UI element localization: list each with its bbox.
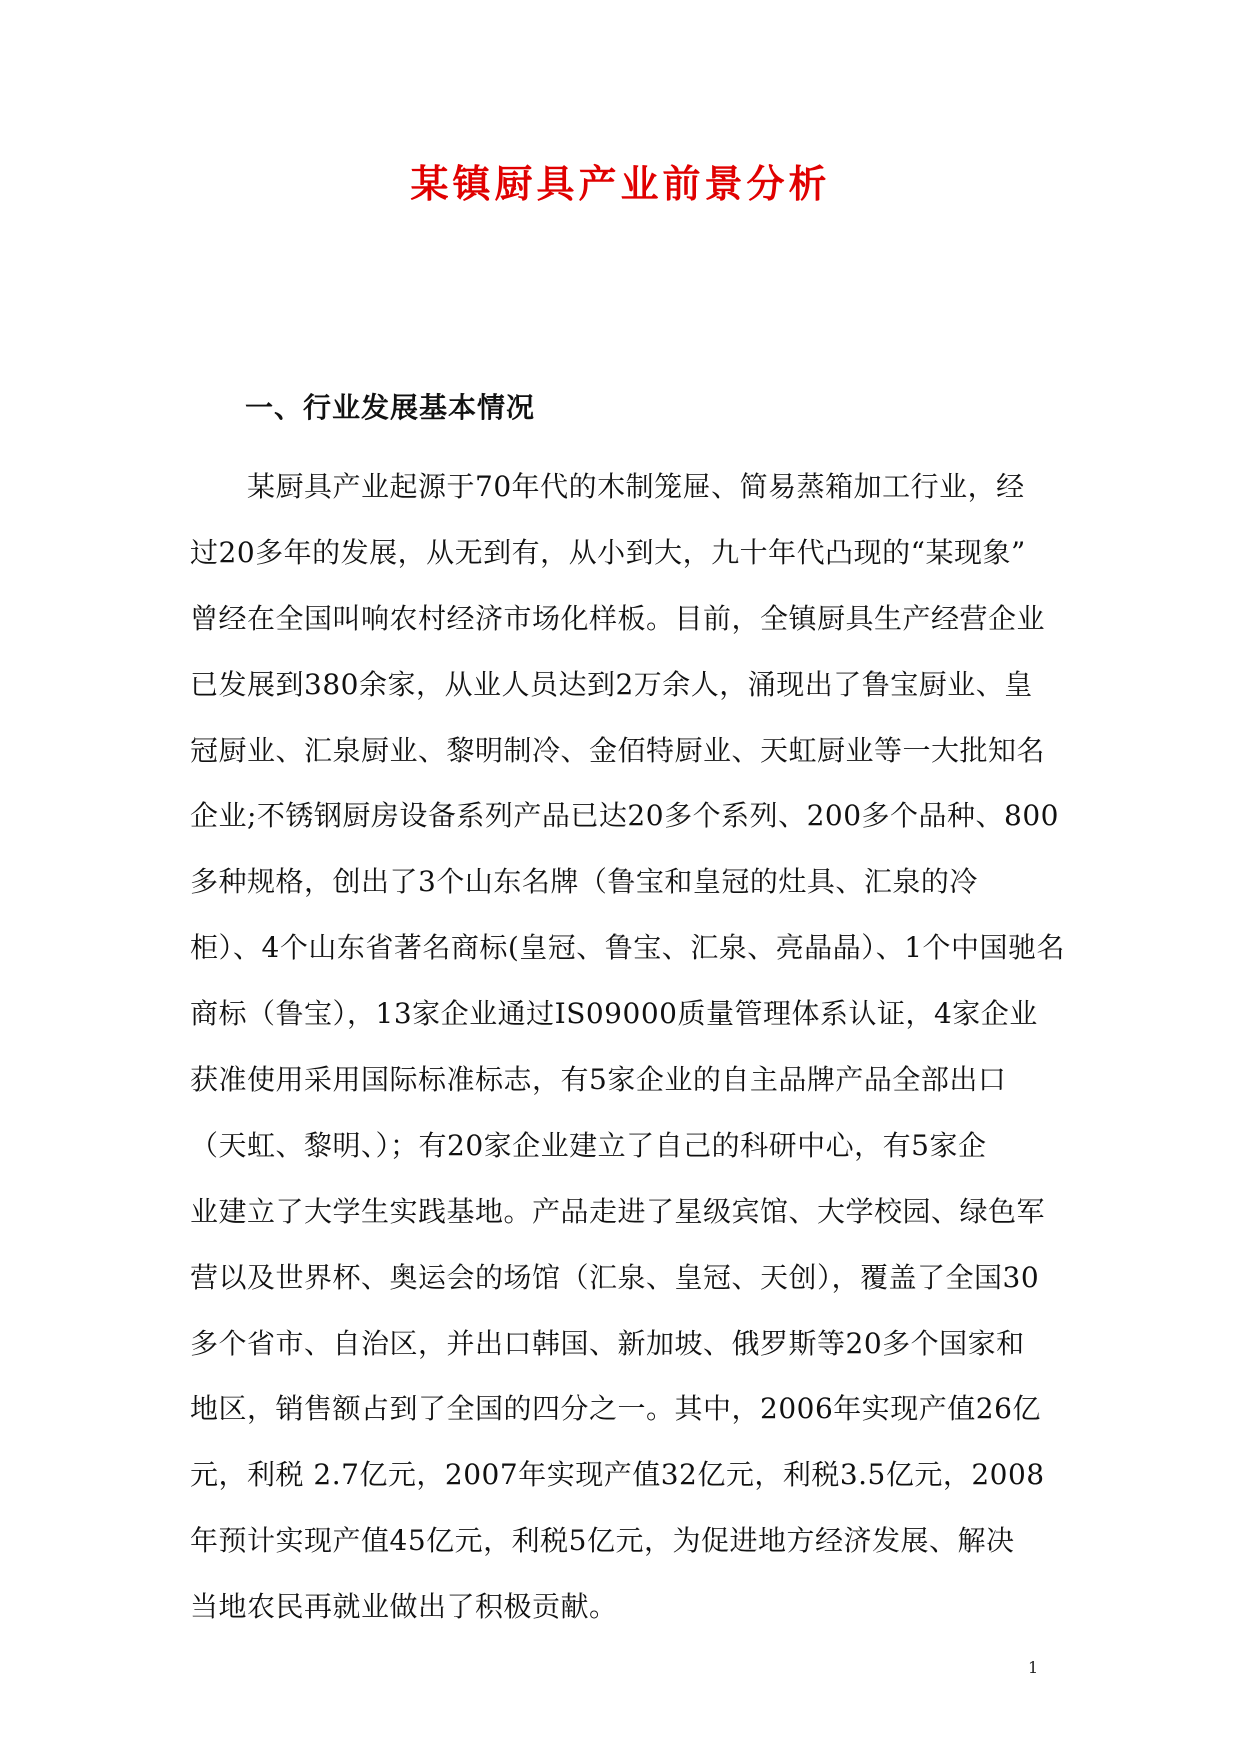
body-line: 地区，销售额占到了全国的四分之一。其中，2006年实现产值26亿 xyxy=(190,1392,1041,1426)
document-title: 某镇厨具产业前景分析 xyxy=(410,161,831,206)
body-line: 多种规格，创出了3个山东名牌（鲁宝和皇冠的灶具、汇泉的冷 xyxy=(190,865,978,899)
body-line: 冠厨业、汇泉厨业、黎明制冷、金佰特厨业、天虹厨业等一大批知名 xyxy=(190,733,1046,767)
body-line: 多个省市、自治区，并出口韩国、新加坡、俄罗斯等20多个国家和 xyxy=(190,1326,1025,1360)
body-line: 曾经在全国叫响农村经济市场化样板。目前，全镇厨具生产经营企业 xyxy=(190,601,1046,635)
body-line: 企业;不锈钢厨房设备系列产品已达20多个系列、200多个品种、800 xyxy=(190,799,1059,833)
body-line: 柜）、4个山东省著名商标(皇冠、鲁宝、汇泉、亮晶晶）、1个中国驰名 xyxy=(190,931,1066,965)
body-line: 获准使用采用国际标准标志，有5家企业的自主品牌产品全部出口 xyxy=(190,1063,1007,1097)
body-line: 年预计实现产值45亿元，利税5亿元，为促进地方经济发展、解决 xyxy=(190,1524,1015,1558)
body-line: 营以及世界杯、奥运会的场馆（汇泉、皇冠、天创），覆盖了全国30 xyxy=(190,1260,1040,1294)
body-line: 业建立了大学生实践基地。产品走进了星级宾馆、大学校园、绿色军 xyxy=(190,1194,1046,1228)
body-line: 过20多年的发展，从无到有，从小到大，九十年代凸现的“某现象” xyxy=(190,535,1026,569)
body-line: 元，利税 2.7亿元，2007年实现产值32亿元，利税3.5亿元，2008 xyxy=(190,1458,1045,1492)
body-line: 某厨具产业起源于70年代的木制笼屉、简易蒸箱加工行业，经 xyxy=(190,470,1025,503)
body-line: （天虹、黎明、）；有20家企业建立了自己的科研中心，有5家企 xyxy=(190,1128,987,1162)
body-line: 商标（鲁宝），13家企业通过IS09000质量管理体系认证，4家企业 xyxy=(190,997,1038,1031)
section-heading: 一、行业发展基本情况 xyxy=(245,391,536,424)
body-line: 当地农民再就业做出了积极贡献。 xyxy=(190,1590,618,1624)
body-line: 已发展到380余家，从业人员达到2万余人，涌现出了鲁宝厨业、皇 xyxy=(190,667,1033,701)
body-paragraph xyxy=(190,454,1066,1640)
page-number: 1 xyxy=(1028,1658,1039,1677)
